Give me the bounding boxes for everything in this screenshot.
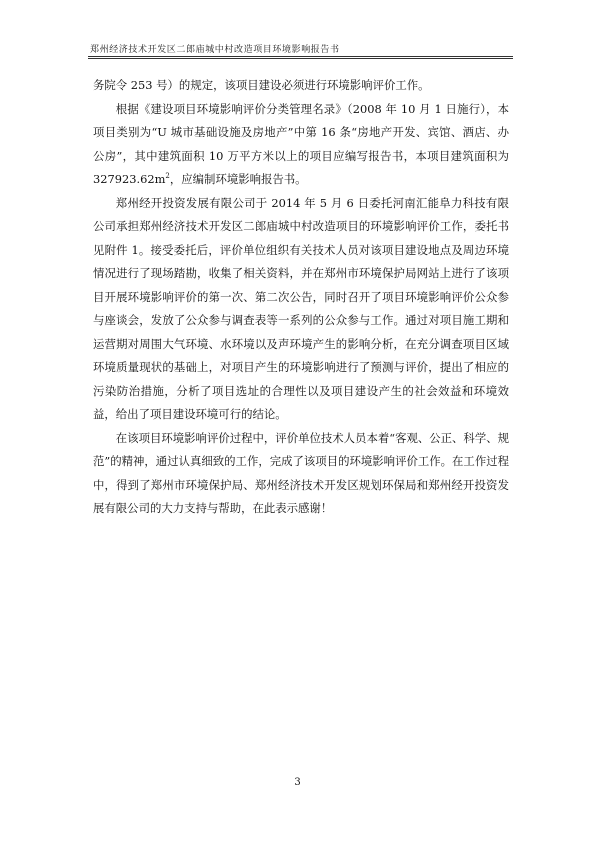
header-rule (88, 56, 513, 59)
area-unit-superscript: 2 (165, 172, 170, 181)
page-number: 3 (294, 777, 301, 788)
running-header: 郑州经济技术开发区二郎庙城中村改造项目环境影响报告书 (90, 45, 340, 55)
paragraph-continuation: 务院令 253 号）的规定，该项目建设必须进行环境影响评价工作。 (93, 78, 430, 92)
paragraph-classification-text: 根据《建设项目环境影响评价分类管理名录》（2008 年 10 月 1 日施行），本项目类别为“U 城市基础设施及房地产”中第 16 条“房地产开发、宾馆、酒店、办公房”，其中建筑面积 10 万平方米以上的项目应编写报告书，本项目建筑面积为 327923.62m (93, 101, 509, 186)
body-text (93, 74, 509, 521)
paragraph-commission: 郑州经开投资发展有限公司于 2014 年 5 月 6 日委托河南汇能阜力科技有限公司承担郑州经济技术开发区二郎庙城中村改造项目的环境影响评价工作，委托书见附件 1。接受委托后，评价单位组织有关技术人员对该项目建设地点及周边环境情况进行了现场踏勘，收集了相关资料，并在郑州市环境保护局网站上进行了该项目开展环境影响评价的第一次、第二次公告，同时召开了项目环境影响评价公众参与座谈会，发放了公众参与调查表等一系列的公众参与工作。通过对项目施工期和运营期对周围大气环境、水环境以及声环境产生的影响分析，在充分调查项目区域环境质量现状的基础上，对项目产生的环境影响进行了预测与评价，提出了相应的污染防治措施，分析了项目选址的合理性以及项目建设产生的社会效益和环境效益，给出了项目建设环境可行的结论。 (93, 195, 509, 421)
paragraph-classification-tail: ，应编制环境影响报告书。 (169, 172, 307, 186)
paragraph-acknowledgement: 在该项目环境影响评价过程中，评价单位技术人员本着“客观、公正、科学、规范”的精神，通过认真细致的工作，完成了该项目的环境影响评价工作。在工作过程中，得到了郑州市环境保护局、郑州经济技术开发区规划环保局和郑州经开投资发展有限公司的大力支持与帮助，在此表示感谢！ (93, 430, 509, 515)
paragraph-classification (93, 98, 509, 192)
